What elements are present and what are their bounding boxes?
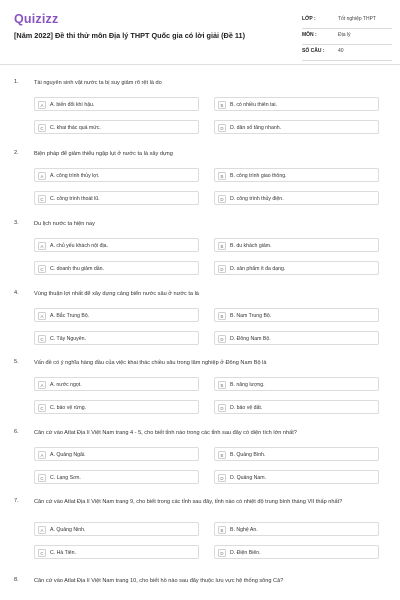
option-text: D. Đông Nam Bộ. xyxy=(230,335,271,342)
option-letter: B xyxy=(218,312,226,320)
option-a[interactable] xyxy=(34,447,199,461)
option-d[interactable] xyxy=(214,191,379,205)
meta-box xyxy=(302,14,392,62)
option-text: B. Nghệ An. xyxy=(230,526,258,533)
option-b[interactable] xyxy=(214,522,379,536)
option-letter: D xyxy=(218,335,226,343)
option-c[interactable] xyxy=(34,261,199,275)
option-text: C. Lạng Sơn. xyxy=(50,474,81,481)
question-number: 5. xyxy=(14,359,19,365)
meta-row-class xyxy=(302,14,392,29)
question-text: Du lịch nước ta hiện nay xyxy=(34,221,95,227)
option-d[interactable] xyxy=(214,400,379,414)
option-a[interactable] xyxy=(34,168,199,182)
option-a[interactable] xyxy=(34,97,199,111)
option-letter: D xyxy=(218,474,226,482)
option-text: B. du khách giảm. xyxy=(230,242,272,249)
option-text: A. Quảng Ngãi. xyxy=(50,451,86,458)
option-c[interactable] xyxy=(34,191,199,205)
question-number: 7. xyxy=(14,498,19,504)
option-letter: C xyxy=(38,404,46,412)
option-letter: A xyxy=(38,101,46,109)
document-title: [Năm 2022] Đề thi thử môn Địa lý THPT Quốc gia có lời giải (Đề 11) xyxy=(14,31,246,40)
question-text: Căn cứ vào Atlat Địa lí Việt Nam trang 4 - 5, cho biết tỉnh nào trong các tỉnh sau đây có diện tích lớn nhất? xyxy=(34,430,297,436)
option-d[interactable] xyxy=(214,545,379,559)
option-a[interactable] xyxy=(34,377,199,391)
option-text: C. khai thác quá mức. xyxy=(50,124,101,131)
option-text: C. Tây Nguyên. xyxy=(50,335,86,342)
option-b[interactable] xyxy=(214,97,379,111)
meta-label: MÔN : xyxy=(302,32,317,38)
option-letter: D xyxy=(218,404,226,412)
option-text: B. có nhiều thiên tai. xyxy=(230,101,278,108)
option-c[interactable] xyxy=(34,400,199,414)
option-text: C. doanh thu giảm dần. xyxy=(50,265,104,272)
option-letter: A xyxy=(38,242,46,250)
quizizz-logo: Quizizz xyxy=(14,12,59,26)
option-letter: D xyxy=(218,549,226,557)
option-text: D. dân số tăng nhanh. xyxy=(230,124,282,131)
option-text: A. chủ yếu khách nội địa. xyxy=(50,242,108,249)
question-text: Tài nguyên sinh vật nước ta bị suy giảm rõ rệt là do xyxy=(34,80,162,86)
question-number: 1. xyxy=(14,79,19,85)
document-header xyxy=(0,0,400,64)
option-letter: C xyxy=(38,265,46,273)
option-text: A. nước ngọt. xyxy=(50,381,82,388)
option-text: C. công trình thoát lũ. xyxy=(50,195,100,202)
option-letter: C xyxy=(38,124,46,132)
option-text: B. Nam Trung Bộ. xyxy=(230,312,272,319)
question-number: 3. xyxy=(14,220,19,226)
option-letter: A xyxy=(38,451,46,459)
question-text: Căn cứ vào Atlat Địa lí Việt Nam trang 9, cho biết trong các tỉnh sau đây, tỉnh nào có nhiệt độ trung bình tháng VII thấp nhất? xyxy=(34,499,343,505)
meta-value: Tốt nghiệp THPT xyxy=(338,16,376,22)
option-letter: B xyxy=(218,242,226,250)
option-text: D. sản phẩm ít đa dạng. xyxy=(230,265,286,272)
option-b[interactable] xyxy=(214,377,379,391)
question-number: 4. xyxy=(14,290,19,296)
option-text: C. bảo vệ rừng. xyxy=(50,404,87,411)
question-number: 2. xyxy=(14,150,19,156)
option-text: A. Bắc Trung Bộ. xyxy=(50,312,90,319)
option-text: D. Điện Biên. xyxy=(230,549,261,556)
option-letter: D xyxy=(218,195,226,203)
option-letter: B xyxy=(218,172,226,180)
option-a[interactable] xyxy=(34,238,199,252)
option-letter: C xyxy=(38,195,46,203)
option-text: A. Quảng Ninh. xyxy=(50,526,86,533)
option-c[interactable] xyxy=(34,545,199,559)
meta-row-count xyxy=(302,46,392,61)
option-letter: C xyxy=(38,335,46,343)
header-divider xyxy=(0,64,400,65)
question-text: Biện pháp để giảm thiểu ngập lụt ở nước ta là xây dựng xyxy=(34,151,173,157)
question-text: Vấn đề có ý nghĩa hàng đầu của việc khai thác chiều sâu trong lâm nghiệp ở Đông Nam Bộ là xyxy=(34,360,267,366)
meta-value: Địa lý xyxy=(338,32,351,38)
option-text: D. công trình thủy điện. xyxy=(230,195,284,202)
option-letter: B xyxy=(218,526,226,534)
option-c[interactable] xyxy=(34,331,199,345)
option-letter: C xyxy=(38,549,46,557)
option-letter: A xyxy=(38,381,46,389)
option-letter: B xyxy=(218,451,226,459)
option-text: C. Hà Tiên. xyxy=(50,549,76,556)
option-d[interactable] xyxy=(214,331,379,345)
option-b[interactable] xyxy=(214,308,379,322)
meta-value: 40 xyxy=(338,48,344,54)
option-c[interactable] xyxy=(34,120,199,134)
option-b[interactable] xyxy=(214,447,379,461)
meta-label: LỚP : xyxy=(302,16,316,22)
question-number: 6. xyxy=(14,429,19,435)
option-letter: A xyxy=(38,172,46,180)
option-text: B. năng lượng. xyxy=(230,381,265,388)
question-text: Vùng thuận lợi nhất để xây dựng cảng biển nước sâu ở nước ta là xyxy=(34,291,199,297)
option-letter: B xyxy=(218,381,226,389)
option-letter: B xyxy=(218,101,226,109)
option-letter: C xyxy=(38,474,46,482)
option-letter: D xyxy=(218,265,226,273)
option-letter: A xyxy=(38,526,46,534)
meta-label: SỐ CÂU : xyxy=(302,48,325,54)
option-letter: A xyxy=(38,312,46,320)
question-number: 8. xyxy=(14,577,19,583)
option-text: D. Quảng Nam. xyxy=(230,474,267,481)
question-text: Căn cứ vào Atlat Địa lí Việt Nam trang 10, cho biết hồ nào sau đây thuộc lưu vực hệ thống sông Cả? xyxy=(34,578,284,584)
option-a[interactable] xyxy=(34,522,199,536)
option-b[interactable] xyxy=(214,238,379,252)
option-d[interactable] xyxy=(214,120,379,134)
option-c[interactable] xyxy=(34,470,199,484)
option-text: D. bảo vệ đất. xyxy=(230,404,263,411)
option-d[interactable] xyxy=(214,261,379,275)
option-d[interactable] xyxy=(214,470,379,484)
option-text: B. Quảng Bình. xyxy=(230,451,266,458)
option-b[interactable] xyxy=(214,168,379,182)
option-letter: D xyxy=(218,124,226,132)
option-text: A. công trình thủy lợi. xyxy=(50,172,100,179)
meta-row-subject xyxy=(302,30,392,45)
option-text: A. biến đổi khí hậu. xyxy=(50,101,95,108)
option-text: B. công trình giao thông. xyxy=(230,172,287,179)
option-a[interactable] xyxy=(34,308,199,322)
